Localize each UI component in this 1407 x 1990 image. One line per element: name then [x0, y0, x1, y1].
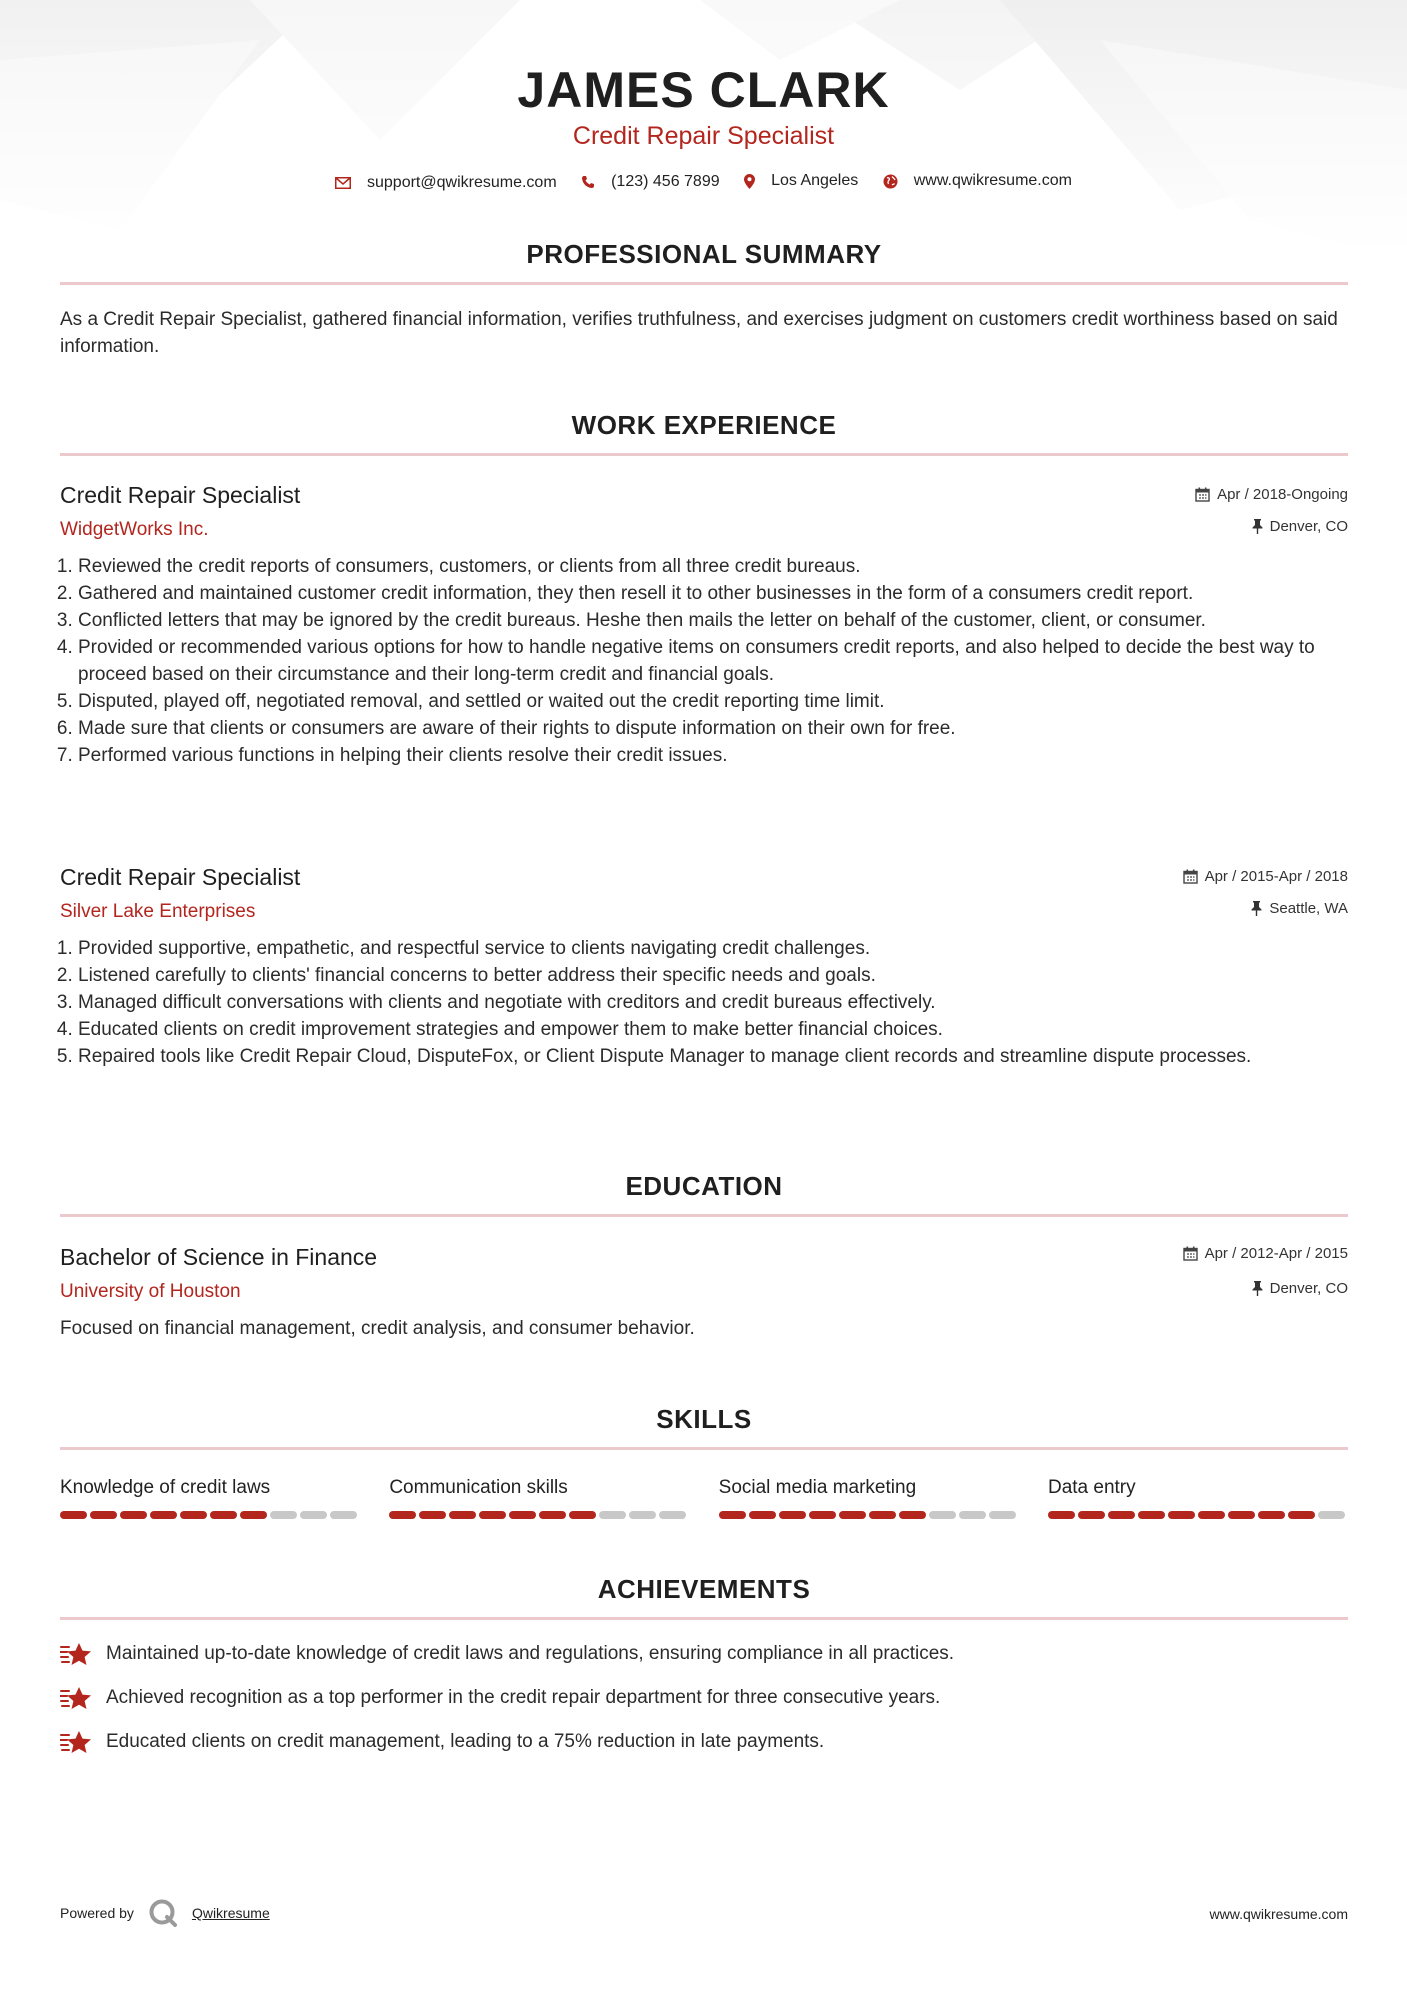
- summary-heading: PROFESSIONAL SUMMARY: [526, 239, 882, 269]
- skill-item: [1048, 1475, 1348, 1519]
- skill-level-bar: [1048, 1511, 1348, 1519]
- experience-section: [60, 407, 1348, 456]
- qwikresume-logo-icon: [148, 1898, 178, 1928]
- skill-dot-filled: [749, 1511, 776, 1519]
- skill-dot-filled: [479, 1511, 506, 1519]
- skill-dot-filled: [569, 1511, 596, 1519]
- contact-bar: [0, 172, 1407, 194]
- list-item: 1. Reviewed the credit reports of consumers, customers, or clients from all three credit bureaus.: [78, 553, 1348, 580]
- candidate-title: Credit Repair Specialist: [572, 122, 835, 150]
- skill-dot-filled: [1108, 1511, 1135, 1519]
- list-item: 4. Provided or recommended various options for how to handle negative items on consumers credit reports, and also helped to decide the best way to proceed based on their circumstance and their long-term credit and financial goals.: [78, 634, 1348, 688]
- job-location-text: Seattle, WA: [1269, 900, 1348, 917]
- calendar-icon: [1183, 869, 1198, 884]
- globe-icon: [883, 174, 898, 189]
- map-pin-icon: [744, 174, 755, 189]
- candidate-name: JAMES CLARK: [517, 62, 890, 118]
- education-location-text: Denver, CO: [1269, 1280, 1348, 1297]
- skill-dot-empty: [330, 1511, 357, 1519]
- achievements-section: [60, 1571, 1348, 1764]
- skills-list: [60, 1475, 1348, 1519]
- list-item: 3. Managed difficult conversations with clients and negotiate with creditors and credit bureaus effectively.: [78, 989, 1348, 1016]
- skill-dot-filled: [1078, 1511, 1105, 1519]
- education-entry: [60, 1242, 1348, 1342]
- skill-name: Social media marketing: [718, 1477, 917, 1498]
- job-title: Credit Repair Specialist: [60, 864, 301, 890]
- contact-website[interactable]: [883, 172, 1072, 190]
- section-divider: [60, 1617, 1348, 1620]
- list-item: 1. Provided supportive, empathetic, and respectful service to clients navigating credit challenges.: [78, 935, 1348, 962]
- section-divider: [60, 1214, 1348, 1217]
- section-divider: [60, 1447, 1348, 1450]
- skill-dot-empty: [989, 1511, 1016, 1519]
- list-item: 5. Repaired tools like Credit Repair Cloud, DisputeFox, or Client Dispute Manager to manage client records and streamline dispute processes.: [78, 1043, 1348, 1070]
- skill-dot-filled: [120, 1511, 147, 1519]
- section-divider: [60, 453, 1348, 456]
- job-header: [60, 480, 1348, 550]
- contact-email[interactable]: [335, 174, 557, 192]
- job-location: [1251, 900, 1348, 917]
- achievements-list: [60, 1632, 1348, 1764]
- skill-item: [389, 1475, 689, 1519]
- skill-dot-filled: [389, 1511, 416, 1519]
- education-section: [60, 1168, 1348, 1217]
- list-item: [60, 1676, 1348, 1720]
- skill-dot-empty: [929, 1511, 956, 1519]
- job-entry: [60, 862, 1348, 1070]
- website-text: www.qwikresume.com: [913, 172, 1072, 189]
- skill-level-bar: [60, 1511, 360, 1519]
- skill-dot-filled: [1288, 1511, 1315, 1519]
- section-divider: [60, 282, 1348, 285]
- education-location: [1252, 1280, 1348, 1297]
- skill-dot-filled: [150, 1511, 177, 1519]
- list-item: 7. Performed various functions in helping their clients resolve their credit issues.: [78, 742, 1348, 769]
- list-item: 3. Conflicted letters that may be ignored by the credit bureaus. Heshe then mails the letter on behalf of the customer, client, or consumer.: [78, 607, 1348, 634]
- school-name: University of Houston: [60, 1281, 241, 1302]
- skills-section: [60, 1401, 1348, 1450]
- experience-heading: WORK EXPERIENCE: [571, 410, 837, 440]
- list-item: [60, 1632, 1348, 1676]
- education-dates-text: Apr / 2012-Apr / 2015: [1204, 1245, 1348, 1262]
- skill-level-bar: [719, 1511, 1019, 1519]
- skill-dot-filled: [1048, 1511, 1075, 1519]
- education-heading: EDUCATION: [625, 1171, 783, 1201]
- job-title: Credit Repair Specialist: [60, 482, 301, 508]
- education-description: Focused on financial management, credit analysis, and consumer behavior.: [60, 1318, 695, 1339]
- skill-dot-filled: [449, 1511, 476, 1519]
- job-location-text: Denver, CO: [1269, 518, 1348, 535]
- skill-dot-filled: [1228, 1511, 1255, 1519]
- skill-dot-empty: [599, 1511, 626, 1519]
- job-bullets: [60, 553, 1348, 769]
- skill-item: [719, 1475, 1019, 1519]
- skills-heading: SKILLS: [656, 1404, 752, 1434]
- skill-level-bar: [389, 1511, 689, 1519]
- skill-name: Communication skills: [389, 1477, 568, 1498]
- achievement-text: Educated clients on credit management, leading to a 75% reduction in late payments.: [106, 1731, 825, 1752]
- summary-section: [60, 236, 1348, 360]
- skill-dot-filled: [719, 1511, 746, 1519]
- education-header: [60, 1242, 1348, 1312]
- pushpin-icon: [1251, 901, 1262, 916]
- list-item: 4. Educated clients on credit improvement strategies and empower them to make better financial choices.: [78, 1016, 1348, 1043]
- list-item: 2. Gathered and maintained customer credit information, they then resell it to other businesses in the form of a consumers credit report.: [78, 580, 1348, 607]
- job-header: [60, 862, 1348, 932]
- skill-dot-empty: [300, 1511, 327, 1519]
- skill-dot-filled: [60, 1511, 87, 1519]
- powered-by-text: Powered by: [60, 1905, 134, 1921]
- skill-dot-filled: [1198, 1511, 1225, 1519]
- skill-dot-filled: [90, 1511, 117, 1519]
- skill-dot-filled: [1168, 1511, 1195, 1519]
- pushpin-icon: [1252, 519, 1263, 534]
- skill-dot-empty: [270, 1511, 297, 1519]
- footer-website[interactable]: www.qwikresume.com: [1209, 1906, 1348, 1922]
- skill-dot-filled: [539, 1511, 566, 1519]
- list-item: 6. Made sure that clients or consumers are aware of their rights to dispute information on their own for free.: [78, 715, 1348, 742]
- skill-dot-filled: [899, 1511, 926, 1519]
- skill-dot-filled: [779, 1511, 806, 1519]
- job-dates: [1195, 486, 1348, 503]
- skill-dot-empty: [959, 1511, 986, 1519]
- calendar-icon: [1195, 487, 1210, 502]
- skill-dot-empty: [659, 1511, 686, 1519]
- skill-dot-filled: [869, 1511, 896, 1519]
- contact-location: [744, 172, 858, 190]
- job-dates: [1183, 868, 1348, 885]
- skill-name: Knowledge of credit laws: [60, 1477, 271, 1498]
- skill-item: [60, 1475, 360, 1519]
- phone-text: (123) 456 7899: [611, 172, 720, 190]
- job-bullets: [60, 935, 1348, 1070]
- contact-phone[interactable]: [581, 173, 720, 191]
- email-text: support@qwikresume.com: [367, 173, 557, 191]
- pushpin-icon: [1252, 1281, 1263, 1296]
- skill-dot-empty: [629, 1511, 656, 1519]
- list-item: [60, 1720, 1348, 1764]
- star-icon: [60, 1686, 92, 1710]
- location-text: Los Angeles: [771, 172, 859, 189]
- job-company: WidgetWorks Inc.: [60, 519, 209, 540]
- skill-dot-filled: [809, 1511, 836, 1519]
- skill-dot-filled: [210, 1511, 237, 1519]
- envelope-icon: [335, 177, 351, 189]
- skill-dot-filled: [180, 1511, 207, 1519]
- job-dates-text: Apr / 2015-Apr / 2018: [1204, 868, 1348, 885]
- skill-dot-filled: [509, 1511, 536, 1519]
- resume-header: [0, 58, 1407, 152]
- degree-title: Bachelor of Science in Finance: [60, 1244, 378, 1270]
- skill-dot-filled: [839, 1511, 866, 1519]
- job-entry: [60, 480, 1348, 769]
- skill-dot-filled: [240, 1511, 267, 1519]
- job-location: [1252, 518, 1348, 535]
- job-company: Silver Lake Enterprises: [60, 901, 256, 922]
- list-item: 2. Listened carefully to clients' financial concerns to better address their specific needs and goals.: [78, 962, 1348, 989]
- skill-dot-filled: [1138, 1511, 1165, 1519]
- phone-icon: [581, 175, 595, 189]
- achievements-heading: ACHIEVEMENTS: [597, 1574, 811, 1604]
- skill-dot-filled: [419, 1511, 446, 1519]
- skill-name: Data entry: [1047, 1477, 1136, 1498]
- job-dates-text: Apr / 2018-Ongoing: [1217, 486, 1348, 503]
- star-icon: [60, 1730, 92, 1754]
- achievement-text: Achieved recognition as a top performer in the credit repair department for three consecutive years.: [106, 1687, 941, 1708]
- achievement-text: Maintained up-to-date knowledge of credit laws and regulations, ensuring compliance in all practices.: [106, 1643, 955, 1664]
- star-icon: [60, 1642, 92, 1666]
- education-dates: [1183, 1245, 1348, 1262]
- footer-powered-by: [60, 1898, 270, 1928]
- brand-link[interactable]: Qwikresume: [191, 1905, 270, 1921]
- skill-dot-filled: [1258, 1511, 1285, 1519]
- skill-dot-empty: [1318, 1511, 1345, 1519]
- list-item: 5. Disputed, played off, negotiated removal, and settled or waited out the credit reporting time limit.: [78, 688, 1348, 715]
- calendar-icon: [1183, 1246, 1198, 1261]
- summary-text: As a Credit Repair Specialist, gathered financial information, verifies truthfulness, and exercises judgment on customers credit worthiness based on said information.: [60, 309, 1338, 357]
